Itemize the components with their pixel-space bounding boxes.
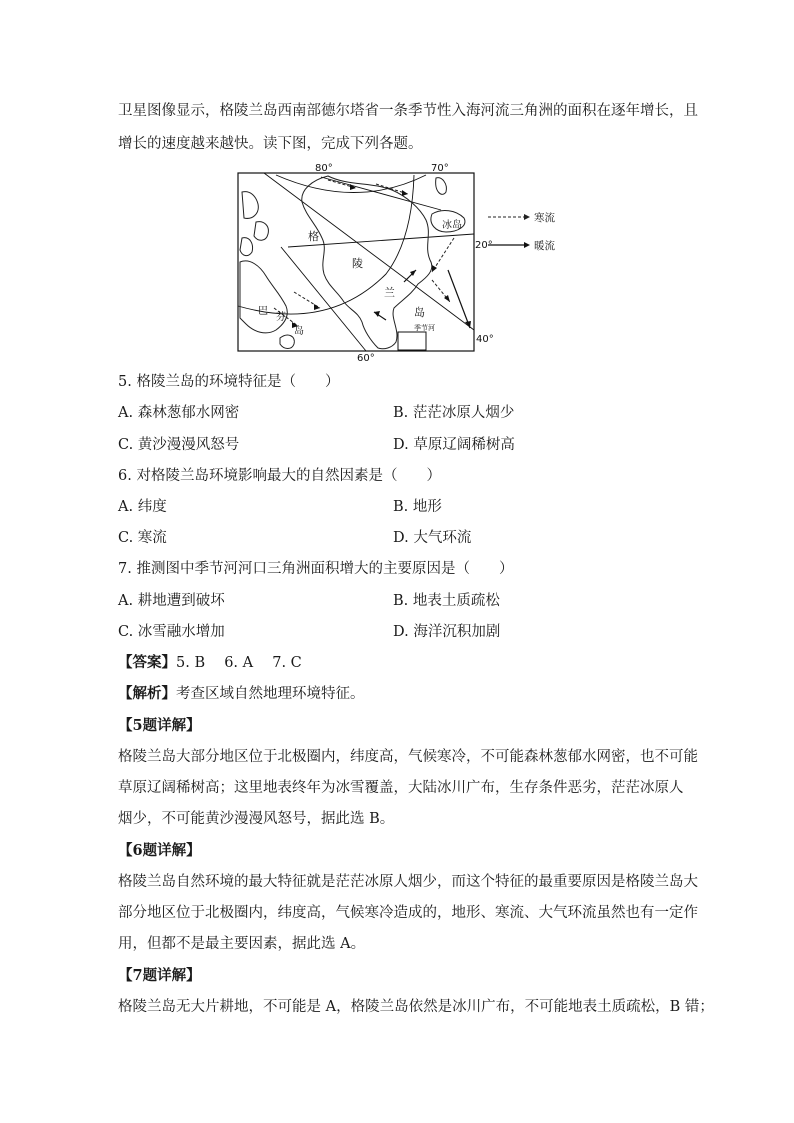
legend-warm-arrowhead — [524, 242, 530, 248]
question-6-option-c: C. 寒流 — [118, 530, 167, 546]
answer-line — [118, 653, 302, 673]
question-6-stem: 6. 对格陵兰岛环境影响最大的自然因素是（ ） — [118, 468, 441, 484]
question-7-stem: 7. 推测图中季节河河口三角洲面积增大的主要原因是（ ） — [118, 561, 514, 577]
analysis-line — [118, 684, 365, 704]
iceland-label: 冰岛 — [442, 220, 462, 231]
detail-6-line-2: 部分地区位于北极圈内，纬度高，气候寒冷造成的，地形、寒流、大气环流虽然也有一定作 — [118, 905, 698, 921]
legend-warm-label: 暖流 — [534, 240, 555, 252]
analysis-label: 【解析】 — [118, 685, 176, 702]
question-7-option-d: D. 海洋沉积加剧 — [393, 624, 501, 640]
legend-cold-arrowhead — [524, 214, 530, 220]
analysis-text: 考查区域自然地理环境特征。 — [176, 686, 365, 702]
baffin-label-fen: 芬 — [276, 312, 286, 323]
greenland-map-figure — [236, 162, 556, 364]
lat-40-label: 40° — [476, 334, 494, 345]
intro-line-2: 增长的速度越来越快。读下图，完成下列各题。 — [118, 136, 423, 152]
island-5 — [436, 178, 447, 195]
greenland-map — [236, 162, 556, 364]
island-2 — [254, 222, 268, 241]
island-4 — [280, 335, 294, 348]
question-6-option-a: A. 纬度 — [118, 499, 167, 515]
lon-70-label: 70° — [431, 163, 449, 174]
detail-7-line-1: 格陵兰岛无大片耕地，不可能是 A，格陵兰岛依然是冰川广布，不可能地表土质疏松，B 错； — [118, 999, 714, 1015]
delta-area-box — [398, 332, 426, 350]
detail-6-line-1: 格陵兰岛自然环境的最大特征就是茫茫冰原人烟少，而这个特征的最重要原因是格陵兰岛大 — [118, 874, 698, 890]
detail-5-line-2: 草原辽阔稀树高；这里地表终年为冰雪覆盖，大陆冰川广布，生存条件恶劣，茫茫冰原人 — [118, 780, 684, 796]
baffin-label-ba: 巴 — [258, 306, 268, 317]
baffin-label-dao: 岛 — [294, 326, 304, 337]
question-5-option-b: B. 茫茫冰原人烟少 — [393, 405, 515, 421]
current-arrowheads — [292, 184, 471, 328]
warm-currents — [374, 270, 470, 328]
question-5-stem: 5. 格陵兰岛的环境特征是（ ） — [118, 374, 340, 390]
detail-5-line-1: 格陵兰岛大部分地区位于北极圈内，纬度高，气候寒冷，不可能森林葱郁水网密，也不可能 — [118, 749, 698, 765]
lon-80-label: 80° — [315, 163, 333, 174]
greenland-label-ge: 格 — [308, 230, 319, 243]
detail-6-line-3: 用，但都不是最主要因素，据此选 A。 — [118, 936, 366, 952]
question-7-option-b: B. 地表土质疏松 — [393, 593, 500, 609]
detail-6-title: 【6题详解】 — [118, 842, 201, 859]
cold-currents — [274, 180, 454, 326]
map-legend — [488, 211, 555, 252]
greenland-label-ling: 陵 — [352, 257, 363, 270]
question-6-option-d: D. 大气环流 — [393, 530, 472, 546]
question-7-option-c: C. 冰雪融水增加 — [118, 624, 225, 640]
island-3 — [240, 238, 253, 256]
greenland-label-dao: 岛 — [414, 306, 425, 319]
greenland-label-lan: 兰 — [384, 286, 395, 299]
detail-7-title: 【7题详解】 — [118, 967, 201, 984]
island-1 — [242, 192, 258, 219]
question-7-option-a: A. 耕地遭到破坏 — [118, 593, 225, 609]
question-6-option-b: B. 地形 — [393, 499, 442, 515]
lon-60-label: 60° — [357, 353, 375, 364]
answer-label: 【答案】 — [118, 654, 176, 671]
intro-line-1: 卫星图像显示，格陵兰岛西南部德尔塔省一条季节性入海河流三角洲的面积在逐年增长，且 — [118, 103, 698, 119]
question-5-option-c: C. 黄沙漫漫风怒号 — [118, 437, 240, 453]
meridian-4 — [321, 177, 441, 210]
legend-cold-label: 寒流 — [534, 212, 555, 224]
lat-20-label: 20° — [475, 240, 493, 251]
answer-text: 5. B 6. A 7. C — [176, 655, 302, 671]
latitude-arc-inner — [276, 175, 426, 193]
meridian-1 — [264, 173, 474, 330]
question-5-option-a: A. 森林葱郁水网密 — [118, 405, 240, 421]
detail-5-line-3: 烟少，不可能黄沙漫漫风怒号，据此选 B。 — [118, 811, 395, 827]
detail-5-title: 【5题详解】 — [118, 717, 201, 734]
seasonal-river-label: 季节河 — [414, 324, 435, 332]
question-5-option-d: D. 草原辽阔稀树高 — [393, 437, 515, 453]
